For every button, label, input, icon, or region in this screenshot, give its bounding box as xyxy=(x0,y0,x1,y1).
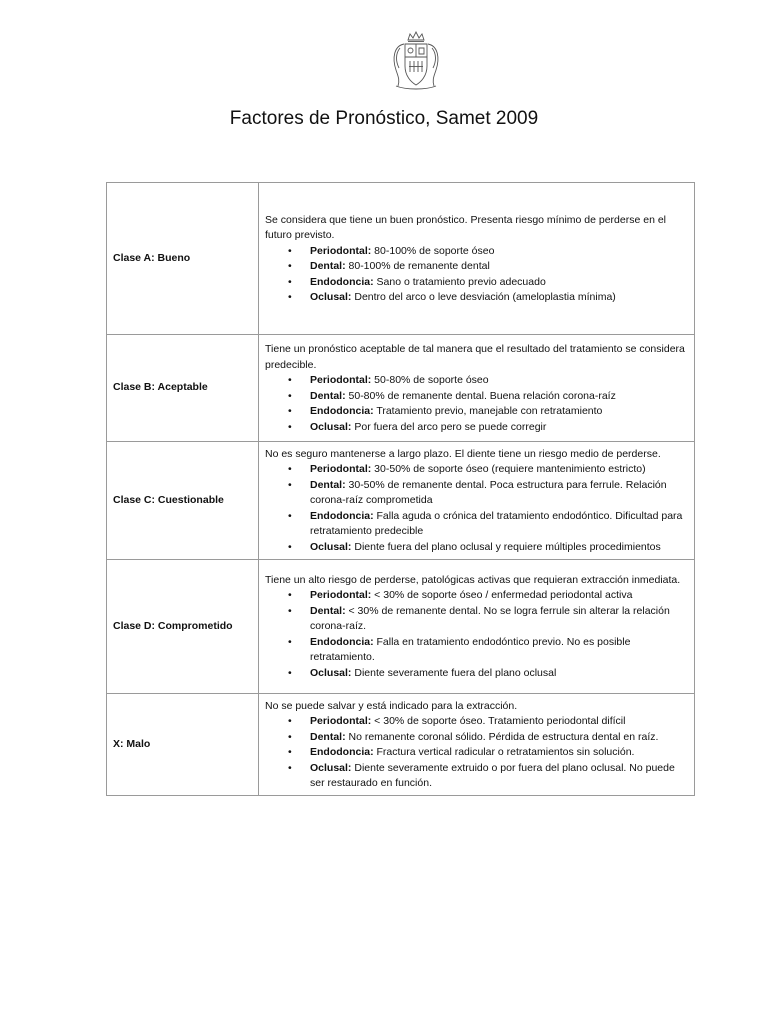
list-item xyxy=(288,588,688,604)
list-item xyxy=(288,745,688,761)
list-item xyxy=(288,244,688,260)
criterion-label: Endodoncia: xyxy=(310,635,374,648)
criteria-list xyxy=(265,714,688,792)
bullet-icon: • xyxy=(288,589,292,602)
criterion-label: Dental: xyxy=(310,730,346,743)
class-label: Clase D: Comprometido xyxy=(107,560,259,694)
list-item xyxy=(288,389,688,405)
criterion-text: Falla en tratamiento endodóntico previo. No es posible retratamiento. xyxy=(310,635,631,664)
criterion-text: 50-80% de remanente dental. Buena relación corona-raíz xyxy=(345,389,616,402)
criterion-label: Dental: xyxy=(310,260,346,272)
criterion-label: Dental: xyxy=(310,478,346,491)
list-item xyxy=(288,404,688,420)
criterion-text: 50-80% de soporte óseo xyxy=(371,374,489,386)
class-description xyxy=(259,560,695,694)
table-row xyxy=(107,183,695,335)
criterion-text: 80-100% de soporte óseo xyxy=(371,244,495,257)
bullet-icon: • xyxy=(288,635,292,648)
university-crest-icon xyxy=(388,30,444,92)
class-description xyxy=(259,442,695,560)
bullet-icon: • xyxy=(288,540,292,553)
class-label: X: Malo xyxy=(107,694,259,796)
list-item xyxy=(288,540,688,556)
class-label: Clase C: Cuestionable xyxy=(107,442,259,560)
criterion-label: Oclusal: xyxy=(310,761,352,774)
bullet-icon: • xyxy=(288,604,292,617)
criterion-label: Periodontal: xyxy=(310,715,372,727)
bullet-icon: • xyxy=(288,666,292,679)
criterion-label: Oclusal: xyxy=(310,291,352,303)
criterion-label: Endodoncia: xyxy=(310,275,374,288)
criterion-text: Sano o tratamiento previo adecuado xyxy=(373,275,546,288)
list-item xyxy=(288,290,688,306)
criterion-text: Tratamiento previo, manejable con retratamiento xyxy=(373,405,603,417)
bullet-icon: • xyxy=(288,291,292,303)
criterion-label: Dental: xyxy=(310,604,346,617)
table-row xyxy=(107,442,695,560)
criterion-text: < 30% de remanente dental. No se logra ferrule sin alterar la relación corona-raíz. xyxy=(310,604,670,633)
list-item xyxy=(288,373,688,389)
bullet-icon: • xyxy=(288,275,292,288)
criterion-text: Diente severamente fuera del plano oclusal xyxy=(351,666,557,679)
criterion-text: < 30% de soporte óseo / enfermedad periodontal activa xyxy=(371,589,633,602)
class-intro: Se considera que tiene un buen pronóstico. Presenta riesgo mínimo de perderse en el futuro previsto. xyxy=(265,213,666,241)
criterion-label: Periodontal: xyxy=(310,244,372,257)
class-intro: Tiene un pronóstico aceptable de tal manera que el resultado del tratamiento se considera predecible. xyxy=(265,343,685,371)
bullet-icon: • xyxy=(288,389,292,402)
bullet-icon: • xyxy=(288,374,292,386)
list-item xyxy=(288,714,688,730)
class-intro: No es seguro mantenerse a largo plazo. El diente tiene un riesgo medio de perderse. xyxy=(265,447,661,460)
criterion-label: Endodoncia: xyxy=(310,405,374,417)
criterion-label: Oclusal: xyxy=(310,420,352,433)
criterion-label: Endodoncia: xyxy=(310,746,374,758)
class-description xyxy=(259,694,695,796)
criterion-text: 30-50% de remanente dental. Poca estructura para ferrule. Relación corona-raíz comprometida xyxy=(310,478,667,507)
list-item xyxy=(288,478,688,509)
class-intro: Tiene un alto riesgo de perderse, patológicas activas que requieran extracción inmediata. xyxy=(265,573,681,586)
criterion-text: Diente severamente extruido o por fuera del plano oclusal. No puede ser restaurado en función. xyxy=(310,761,675,789)
prognosis-table xyxy=(106,182,695,796)
class-description xyxy=(259,335,695,442)
bullet-icon: • xyxy=(288,478,292,491)
criterion-text: No remanente coronal sólido. Pérdida de estructura dental en raíz. xyxy=(345,730,659,743)
criterion-text: Falla aguda o crónica del tratamiento endodóntico. Dificultad para retratamiento predecible xyxy=(310,509,683,538)
list-item xyxy=(288,761,688,792)
bullet-icon: • xyxy=(288,746,292,758)
list-item xyxy=(288,509,688,540)
criteria-list xyxy=(265,462,688,555)
criterion-text: 30-50% de soporte óseo (requiere mantenimiento estricto) xyxy=(371,463,646,476)
list-item xyxy=(288,604,688,635)
table-row xyxy=(107,335,695,442)
criterion-label: Endodoncia: xyxy=(310,509,374,522)
list-item xyxy=(288,462,688,478)
bullet-icon: • xyxy=(288,715,292,727)
list-item xyxy=(288,275,688,291)
bullet-icon: • xyxy=(288,244,292,257)
document-title: Factores de Pronóstico, Samet 2009 xyxy=(229,108,539,129)
class-label: Clase A: Bueno xyxy=(107,183,259,335)
bullet-icon: • xyxy=(288,420,292,433)
criterion-label: Oclusal: xyxy=(310,540,352,553)
table-row xyxy=(107,560,695,694)
criterion-label: Periodontal: xyxy=(310,374,372,386)
list-item xyxy=(288,730,688,746)
list-item xyxy=(288,666,688,682)
list-item xyxy=(288,635,688,666)
bullet-icon: • xyxy=(288,730,292,743)
bullet-icon: • xyxy=(288,405,292,417)
class-label: Clase B: Aceptable xyxy=(107,335,259,442)
criteria-list xyxy=(265,588,688,681)
criterion-text: < 30% de soporte óseo. Tratamiento periodontal difícil xyxy=(371,715,626,727)
criterion-label: Oclusal: xyxy=(310,666,352,679)
criterion-text: Por fuera del arco pero se puede corregir xyxy=(351,420,547,433)
criterion-label: Dental: xyxy=(310,389,346,402)
list-item xyxy=(288,420,688,436)
bullet-icon: • xyxy=(288,260,292,272)
bullet-icon: • xyxy=(288,509,292,522)
list-item xyxy=(288,259,688,275)
table-row xyxy=(107,694,695,796)
criterion-text: Diente fuera del plano oclusal y requiere múltiples procedimientos xyxy=(351,540,661,553)
criteria-list xyxy=(265,373,688,435)
criterion-label: Periodontal: xyxy=(310,589,372,602)
criterion-text: Dentro del arco o leve desviación (ameloplastia mínima) xyxy=(351,291,616,303)
bullet-icon: • xyxy=(288,463,292,476)
class-intro: No se puede salvar y está indicado para la extracción. xyxy=(265,699,518,712)
class-description xyxy=(259,183,695,335)
bullet-icon: • xyxy=(288,761,292,774)
criterion-text: 80-100% de remanente dental xyxy=(345,260,490,272)
criterion-label: Periodontal: xyxy=(310,463,372,476)
criteria-list xyxy=(265,244,688,306)
criterion-text: Fractura vertical radicular o retratamientos sin solución. xyxy=(373,746,635,758)
